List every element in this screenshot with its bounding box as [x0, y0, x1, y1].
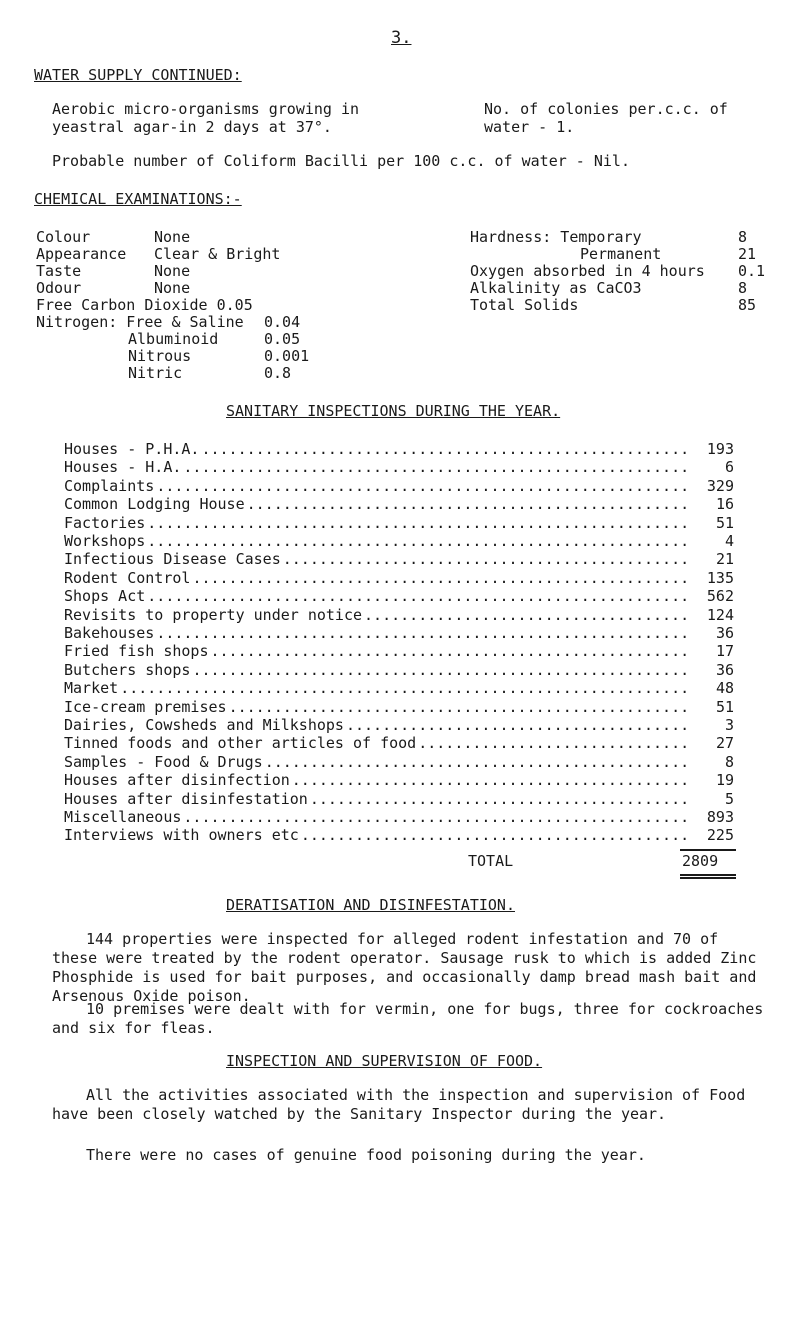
dot-leader: [292, 771, 687, 789]
sanitary-row-label: Fried fish shops: [64, 642, 209, 661]
sanitary-row-value: 135: [706, 568, 734, 587]
sanitary-row: [64, 550, 734, 567]
sanitary-row: [64, 440, 734, 457]
sanitary-row-value: 27: [715, 734, 734, 753]
sanitary-row-label: Common Lodging House: [64, 495, 245, 514]
chem-colour-label: Colour: [36, 228, 91, 246]
dot-leader: [147, 587, 687, 605]
total-double-rule: [680, 874, 736, 876]
sanitary-row-label: Houses - H.A.: [64, 458, 182, 477]
sanitary-row-value: 48: [715, 679, 734, 698]
total-label: TOTAL: [468, 852, 514, 870]
deratisation-heading: DERATISATION AND DISINFESTATION.: [226, 896, 515, 914]
aerobic-text-2: yeastral agar-in 2 days at 37°.: [52, 118, 332, 136]
aerobic-text-1: Aerobic micro-organisms growing in: [52, 100, 360, 118]
sanitary-row-value: 3: [724, 716, 734, 734]
chem-nitrogen-free-value: 0.04: [264, 313, 301, 331]
chem-nitrogen-free-label: Nitrogen: Free & Saline: [36, 313, 244, 331]
sanitary-row-label: Ice-cream premises: [64, 697, 227, 716]
sanitary-row: [64, 661, 734, 678]
sanitary-row-value: 36: [715, 660, 734, 679]
sanitary-row-label: Dairies, Cowsheds and Milkshops: [64, 716, 344, 734]
chem-appearance-value: Clear & Bright: [154, 245, 281, 263]
sanitary-row-value: 193: [706, 440, 734, 458]
sanitary-row: [64, 771, 734, 788]
sanitary-row: [64, 790, 734, 807]
sanitary-row-label: Houses after disinfestation: [64, 789, 308, 808]
chem-hardness-value: 8: [738, 228, 748, 246]
dot-leader: [183, 808, 687, 826]
sanitary-row: [64, 458, 734, 475]
sanitary-row-label: Samples - Food & Drugs: [64, 752, 263, 771]
sanitary-row-value: 21: [715, 550, 734, 569]
sanitary-row: [64, 514, 734, 531]
sanitary-row-value: 17: [715, 642, 734, 661]
sanitary-row: [64, 679, 734, 696]
sanitary-row-value: 5: [724, 789, 734, 808]
sanitary-row: [64, 698, 734, 715]
chem-taste-label: Taste: [36, 262, 82, 280]
chem-odour-label: Odour: [36, 279, 82, 297]
sanitary-row-value: 225: [706, 826, 734, 845]
deratisation-para-2: 10 premises were dealt with for vermin, one for bugs, three for cockroaches and six for fleas.: [52, 1000, 764, 1037]
chem-hardness-label: Hardness: Temporary: [470, 228, 642, 246]
dot-leader: [211, 642, 688, 660]
sanitary-row: [64, 826, 734, 843]
page-number: 3.: [391, 28, 412, 48]
sanitary-row-label: Complaints: [64, 476, 155, 495]
dot-leader: [183, 458, 687, 476]
sanitary-row-label: Factories: [64, 513, 146, 532]
sanitary-row-value: 329: [706, 476, 734, 495]
sanitary-row-value: 893: [706, 808, 734, 826]
sanitary-row-label: Workshops: [64, 532, 146, 550]
sanitary-row: [64, 587, 734, 604]
chem-free-co2: Free Carbon Dioxide 0.05: [36, 296, 253, 314]
sanitary-row-label: Market: [64, 679, 119, 698]
sanitary-row: [64, 642, 734, 659]
total-value: 2809: [682, 852, 719, 870]
sanitary-row: [64, 624, 734, 641]
sanitary-row: [64, 734, 734, 751]
dot-leader: [201, 440, 687, 458]
dot-leader: [283, 550, 687, 568]
dot-leader: [346, 716, 687, 734]
food-heading: INSPECTION AND SUPERVISION OF FOOD.: [226, 1052, 543, 1070]
sanitary-row-value: 51: [715, 697, 734, 716]
sanitary-row-label: Infectious Disease Cases: [64, 550, 281, 569]
sanitary-row-label: Revisits to property under notice: [64, 605, 363, 624]
dot-leader: [310, 790, 687, 808]
total-double-rule-2: [680, 877, 736, 879]
chem-nitrous-value: 0.001: [264, 347, 310, 365]
dot-leader: [301, 826, 687, 844]
sanitary-row-value: 36: [715, 624, 734, 642]
dot-leader: [247, 495, 687, 513]
chem-albuminoid-value: 0.05: [264, 330, 301, 348]
chem-taste-value: None: [154, 262, 191, 280]
sanitary-row-value: 51: [715, 513, 734, 532]
chem-alkalinity-value: 8: [738, 279, 748, 297]
dot-leader: [192, 569, 687, 587]
sanitary-row-value: 124: [706, 605, 734, 624]
chemical-heading: CHEMICAL EXAMINATIONS:-: [34, 190, 242, 208]
deratisation-para-1: 144 properties were inspected for alleged rodent infestation and 70 of these were treated by the rodent operator. Sausage rusk to which is added Zinc Phosphide is used for bait purposes, and occasionally damp bread mash bait and Arsenous Oxide poison.: [52, 930, 757, 1005]
dot-leader: [147, 514, 687, 532]
sanitary-row: [64, 716, 734, 733]
chem-total-solids-value: 85: [738, 296, 757, 314]
chem-nitrous-label: Nitrous: [128, 347, 192, 365]
coliform-text: Probable number of Coliform Bacilli per 100 c.c. of water - Nil.: [52, 152, 630, 170]
dot-leader: [120, 679, 687, 697]
dot-leader: [156, 624, 687, 642]
chem-permanent-label: Permanent: [580, 245, 662, 263]
sanitary-row-label: Rodent Control: [64, 568, 191, 587]
sanitary-row: [64, 569, 734, 586]
dot-leader: [147, 532, 687, 550]
chem-alkalinity-label: Alkalinity as CaCO3: [470, 279, 642, 297]
food-para-2: There were no cases of genuine food poisoning during the year.: [86, 1146, 646, 1164]
chem-oxygen-value: 0.1: [738, 262, 766, 280]
chem-colour-value: None: [154, 228, 191, 246]
water-supply-heading: WATER SUPPLY CONTINUED:: [34, 66, 242, 84]
chem-odour-value: None: [154, 279, 191, 297]
sanitary-row-value: 562: [706, 587, 734, 606]
chem-albuminoid-label: Albuminoid: [128, 330, 219, 348]
sanitary-row-value: 6: [724, 458, 734, 477]
chem-total-solids-label: Total Solids: [470, 296, 579, 314]
chem-appearance-label: Appearance: [36, 245, 127, 263]
sanitary-row: [64, 606, 734, 623]
dot-leader: [156, 477, 687, 495]
chem-oxygen-label: Oxygen absorbed in 4 hours: [470, 262, 705, 280]
sanitary-row: [64, 808, 734, 825]
sanitary-row-value: 19: [715, 771, 734, 790]
sanitary-row-label: Butchers shops: [64, 660, 191, 679]
colonies-text-2: water - 1.: [484, 118, 575, 136]
sanitary-row-label: Bakehouses: [64, 624, 155, 642]
sanitary-row: [64, 753, 734, 770]
sanitary-row: [64, 477, 734, 494]
sanitary-row: [64, 532, 734, 549]
dot-leader: [418, 734, 687, 752]
sanitary-row-label: Houses - P.H.A.: [64, 440, 200, 458]
sanitary-row-value: 8: [724, 752, 734, 771]
sanitary-row-value: 16: [715, 495, 734, 514]
dot-leader: [192, 661, 687, 679]
dot-leader: [265, 753, 687, 771]
sanitary-row-label: Shops Act: [64, 587, 146, 606]
sanitary-row-label: Miscellaneous: [64, 808, 182, 826]
sanitary-row-label: Houses after disinfection: [64, 771, 290, 790]
chem-permanent-value: 21: [738, 245, 757, 263]
sanitary-row-value: 4: [724, 532, 734, 550]
sanitary-row-label: Tinned foods and other articles of food: [64, 734, 417, 753]
dot-leader: [229, 698, 687, 716]
total-rule: [680, 849, 736, 851]
sanitary-heading: SANITARY INSPECTIONS DURING THE YEAR.: [226, 402, 561, 420]
colonies-text-1: No. of colonies per.c.c. of: [484, 100, 728, 118]
dot-leader: [364, 606, 687, 624]
chem-nitric-label: Nitric: [128, 364, 183, 382]
chem-nitric-value: 0.8: [264, 364, 292, 382]
sanitary-row: [64, 495, 734, 512]
food-para-1: All the activities associated with the inspection and supervision of Food have been closely watched by the Sanitary Inspector during the year.: [52, 1086, 746, 1123]
sanitary-row-label: Interviews with owners etc: [64, 826, 299, 845]
